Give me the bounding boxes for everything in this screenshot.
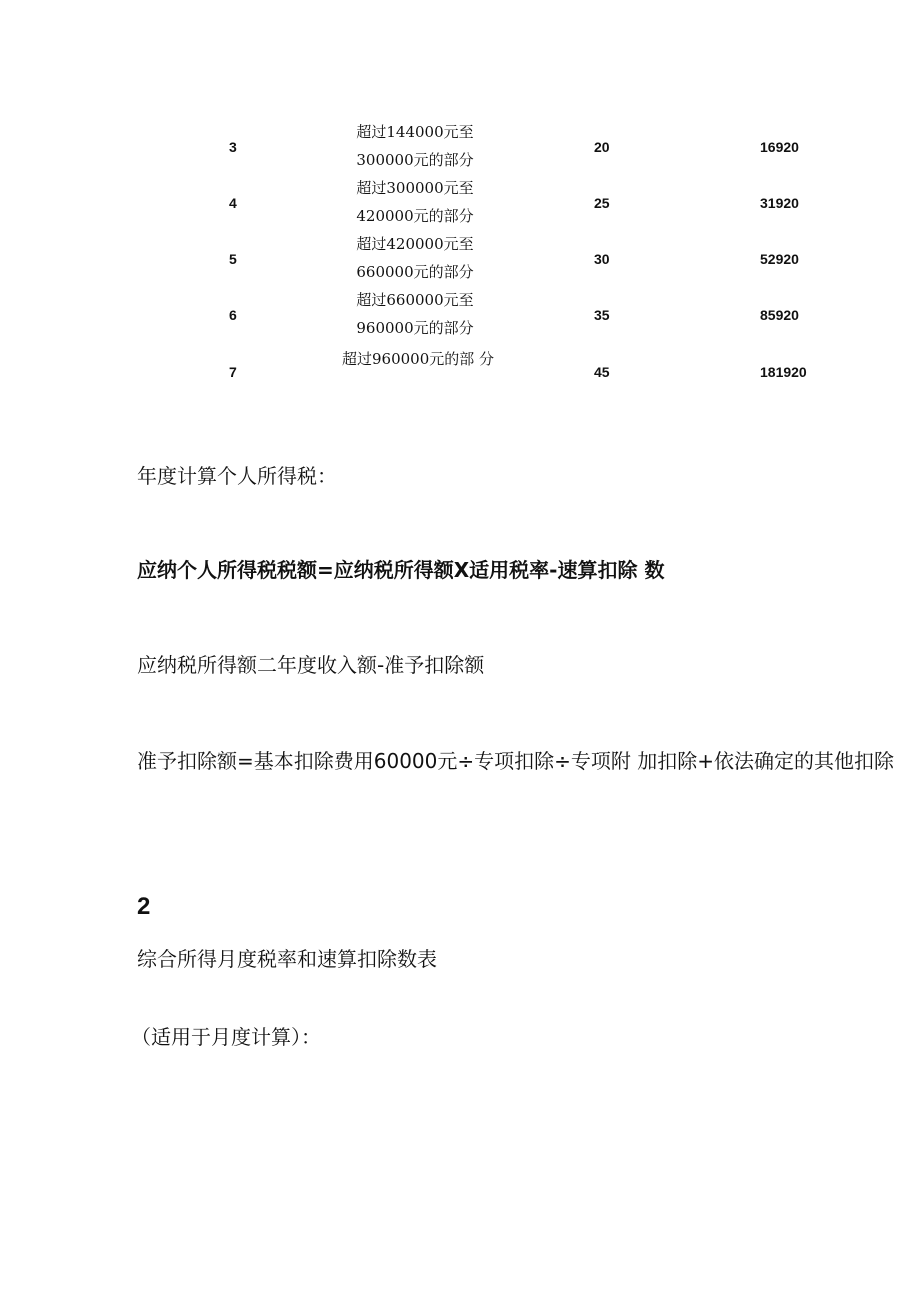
deduction-cell: 85920 [760,307,799,323]
range-cell [318,345,518,373]
section-number: 2 [137,893,151,920]
deduction-cell: 31920 [760,195,799,211]
range-line-1: 超过960000元的部 分 [341,350,495,368]
level-cell: 6 [229,307,237,323]
deduction-formula: 准予扣除额=基本扣除费用60000元÷专项扣除÷专项附 加扣除+依法确定的其他扣除 [137,749,895,773]
section-subtitle: （适用于月度计算）： [131,1025,321,1049]
level-cell: 7 [229,364,237,380]
rate-cell: 45 [594,364,610,380]
rate-cell: 35 [594,307,610,323]
range-cell [320,174,510,230]
section-title: 综合所得月度税率和速算扣除数表 [137,947,437,971]
level-cell: 4 [229,195,237,211]
range-line-2: 300000元的部分 [356,151,474,169]
deduction-cell: 181920 [760,364,807,380]
range-cell [320,230,510,286]
taxable-income-formula: 应纳税所得额二年度收入额-准予扣除额 [137,653,485,677]
annual-calc-heading: 年度计算个人所得税： [137,464,337,488]
range-line-2: 420000元的部分 [356,207,474,225]
range-line-1: 超过420000元至 [356,235,474,253]
rate-cell: 25 [594,195,610,211]
range-line-1: 超过144000元至 [356,123,474,141]
tax-formula: 应纳个人所得税税额=应纳税所得额X适用税率-速算扣除 数 [137,558,665,582]
rate-cell: 20 [594,139,610,155]
range-line-1: 超过300000元至 [356,179,474,197]
range-line-1: 超过660000元至 [356,291,474,309]
range-line-2: 960000元的部分 [356,319,474,337]
rate-cell: 30 [594,251,610,267]
deduction-cell: 16920 [760,139,799,155]
level-cell: 3 [229,139,237,155]
level-cell: 5 [229,251,237,267]
deduction-cell: 52920 [760,251,799,267]
range-cell [320,286,510,342]
range-line-2: 660000元的部分 [356,263,474,281]
range-cell [320,118,510,174]
